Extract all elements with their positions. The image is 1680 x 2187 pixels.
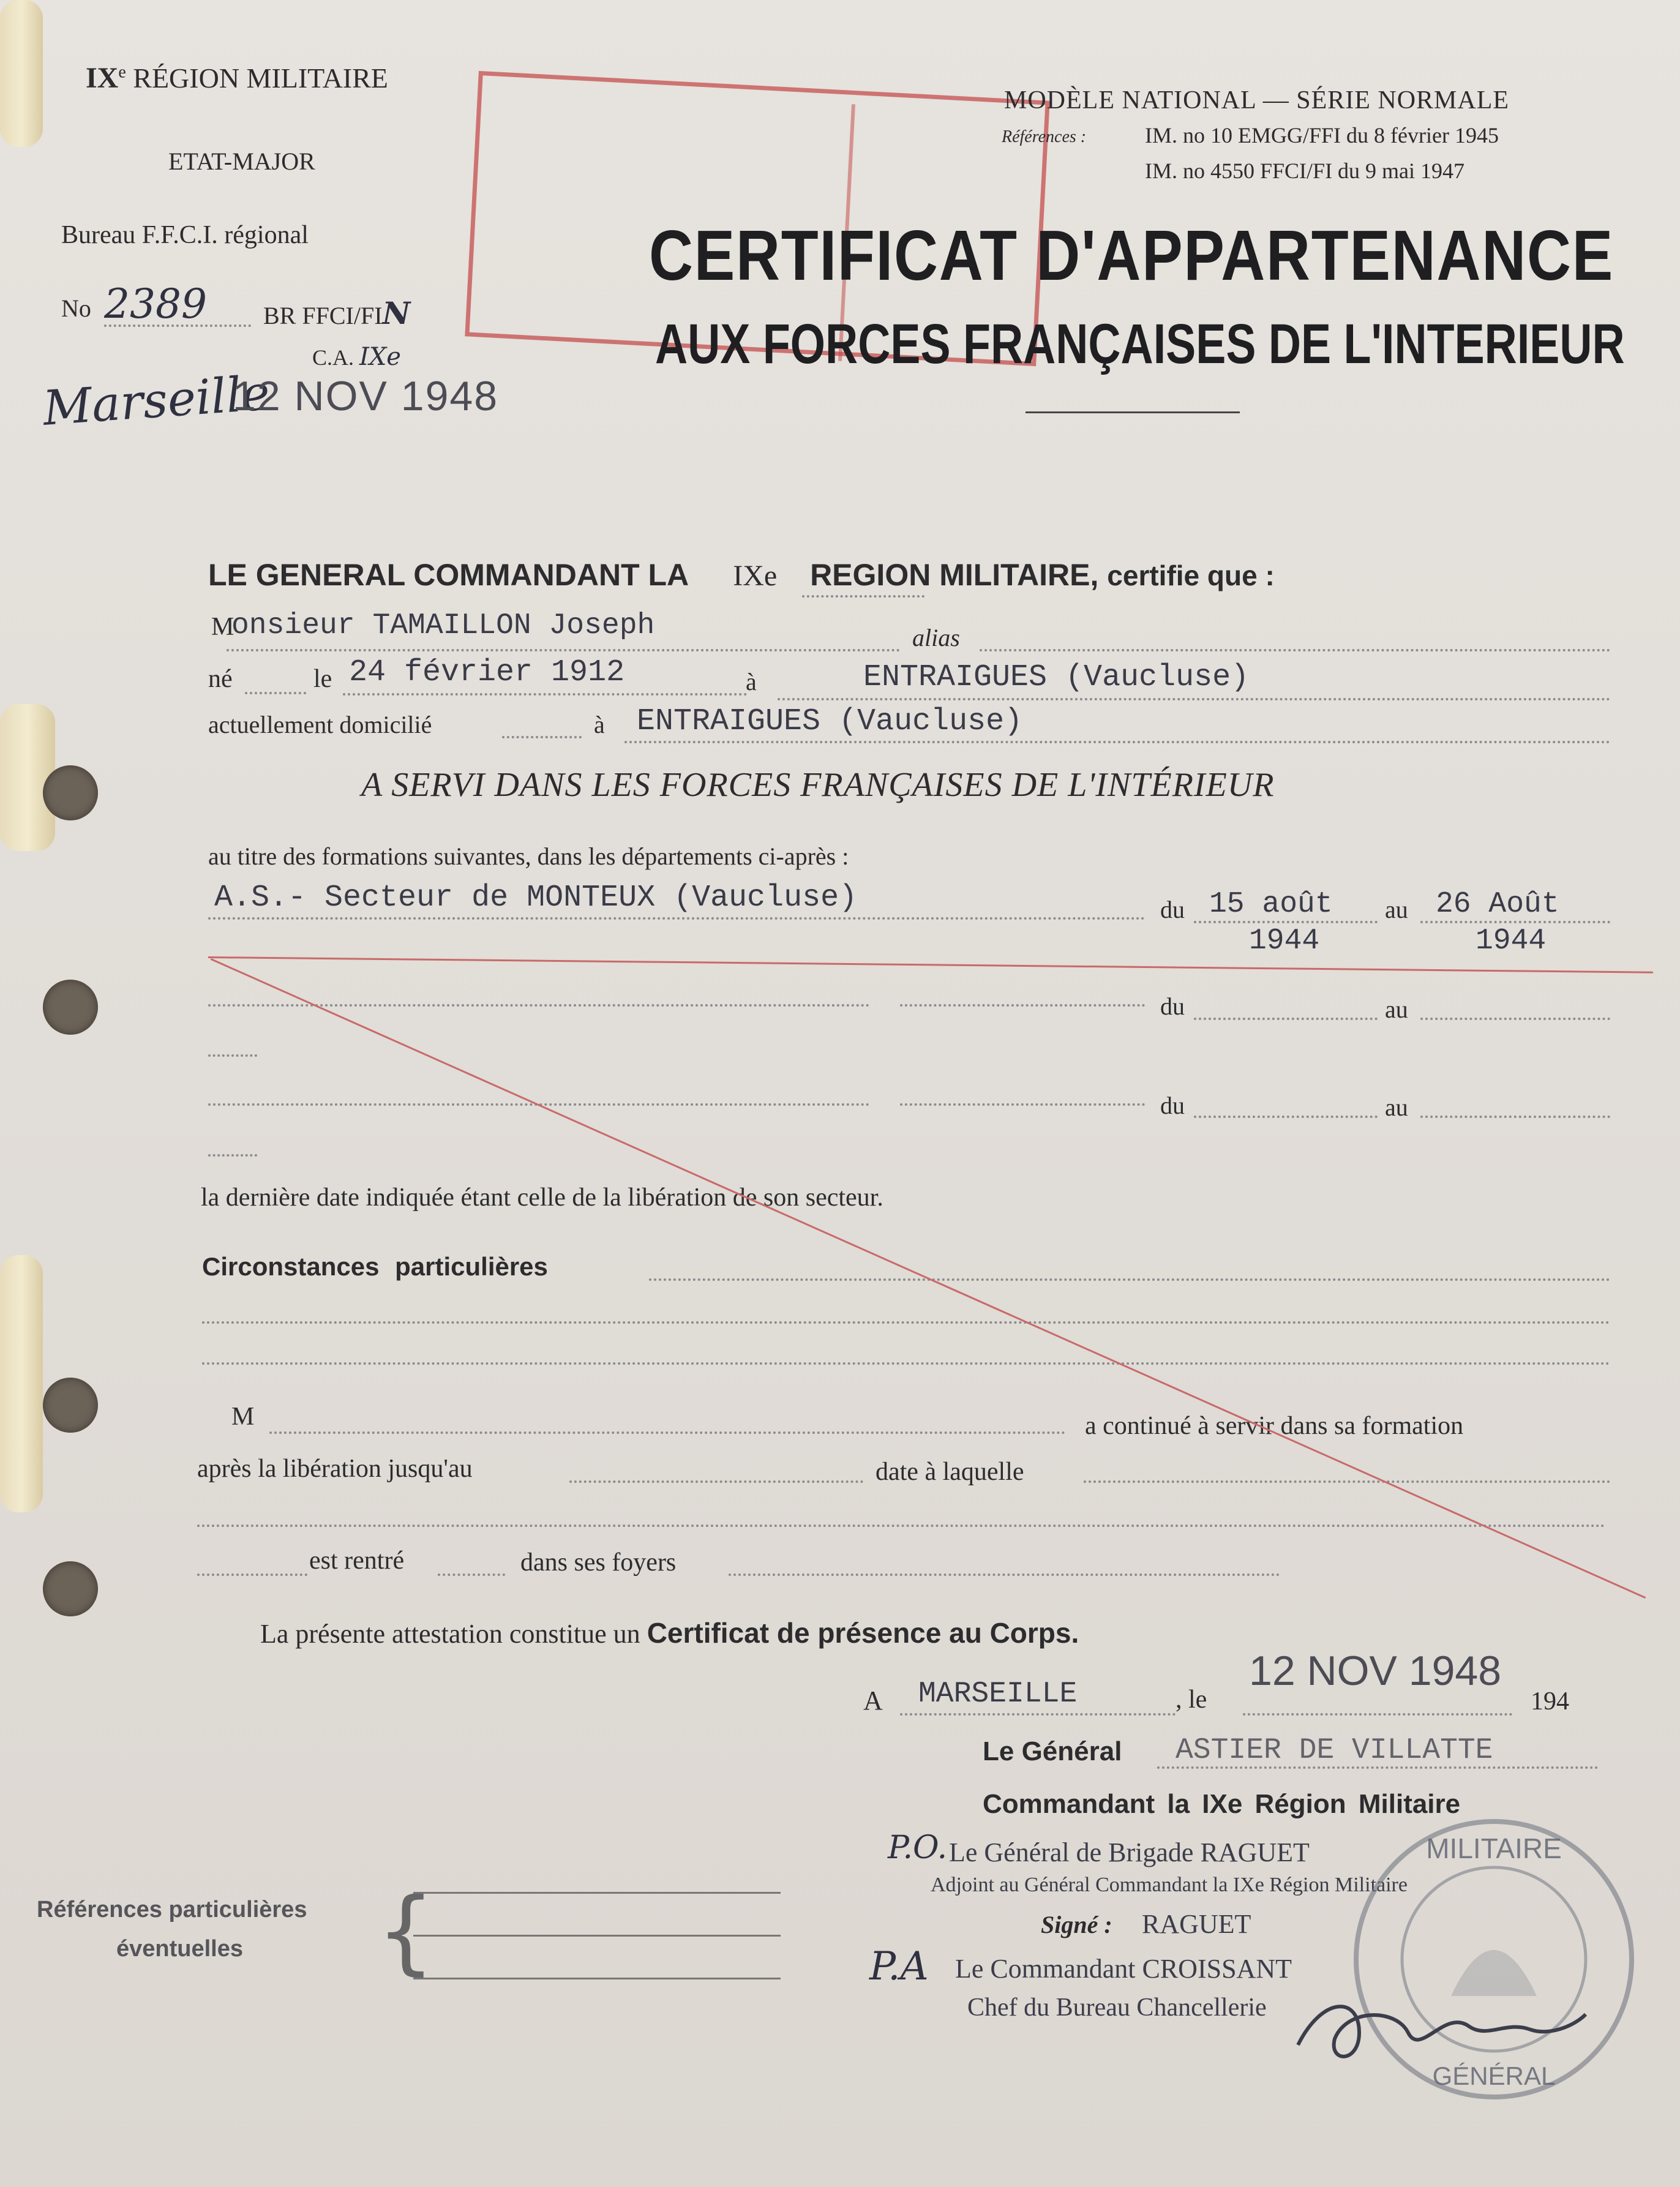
attestation-statement: La présente attestation constitue un Certificat de présence au Corps.: [260, 1617, 1079, 1649]
au-label-3: au: [1385, 1094, 1408, 1121]
place-handwritten: Marseille: [41, 366, 272, 437]
name-dots: [227, 649, 900, 651]
continue-dots-2: [197, 1525, 1605, 1527]
binder-hole-3: [43, 1378, 98, 1433]
birth-place: ENTRAIGUES (Vaucluse): [863, 660, 1250, 695]
number-label: No: [61, 294, 91, 322]
birth-date-dots: [343, 693, 747, 696]
general-name-dots: [1157, 1766, 1598, 1769]
formations-label: au titre des formations suivantes, dans les départements ci-après :: [208, 842, 849, 870]
ca-label: C.A. IXe: [312, 343, 401, 371]
from-year-1: 1944: [1249, 925, 1320, 958]
du-label-2: du: [1160, 992, 1185, 1020]
to-date-1-dots: [1420, 921, 1610, 923]
model-line: MODÈLE NATIONAL — SÉRIE NORMALE: [1004, 86, 1510, 114]
title-underline: [1026, 411, 1240, 413]
from-date-1-dots: [1194, 921, 1378, 923]
commandant-croissant: Le Commandant CROISSANT: [955, 1954, 1292, 1984]
sign-a-label: A: [863, 1686, 883, 1716]
served-statement: A SERVI DANS LES FORCES FRANÇAISES DE L'INTÉRIEUR: [361, 766, 1275, 804]
domicile-label: actuellement domicilié: [208, 711, 432, 738]
date-laquelle-label: date à laquelle: [876, 1458, 1024, 1486]
sign-place-dots: [900, 1713, 1176, 1716]
formation-2-dots: [208, 1004, 869, 1007]
alias-dots: [980, 649, 1610, 651]
reference-2: IM. no 4550 FFCI/FI du 9 mai 1947: [1145, 159, 1465, 183]
apres-label: après la libération jusqu'au: [197, 1455, 473, 1483]
formation-3b-dots: [900, 1103, 1145, 1106]
birth-place-dots: [778, 698, 1610, 700]
handwritten-signature: [1286, 1971, 1592, 2082]
general-region-dots: [802, 595, 924, 598]
formation-3c-dots: [208, 1154, 257, 1157]
number-dots: [104, 324, 251, 327]
rentre-lead-dots: [197, 1574, 307, 1576]
circonstances-label: Circonstances particulières: [202, 1252, 548, 1281]
references-brace: {: [377, 1878, 435, 1985]
est-rentre-label: est rentré: [309, 1547, 405, 1575]
binder-hole-1: [43, 765, 98, 820]
domicile-label-dots: [502, 736, 582, 738]
du-label-3: du: [1160, 1092, 1185, 1119]
commandant-region: Commandant la IXe Région Militaire: [983, 1789, 1461, 1819]
ne-label: né: [208, 665, 233, 693]
signe-label: Signé :: [1041, 1911, 1112, 1938]
signe-name: RAGUET: [1142, 1909, 1251, 1939]
general-statement: LE GENERAL COMMANDANT LA IXe REGION MILITAIRE, certifie que :: [208, 558, 1275, 592]
references-label: Références :: [1002, 127, 1087, 146]
references-line-2: [413, 1935, 781, 1937]
binder-hole-2: [43, 980, 98, 1035]
from-date-1: 15 août: [1209, 888, 1333, 921]
person-name: onsieur TAMAILLON Joseph: [231, 609, 655, 642]
red-cancel-line-horizontal: [208, 956, 1653, 973]
domicile-value: ENTRAIGUES (Vaucluse): [637, 704, 1023, 739]
formation-1-dots: [208, 917, 1145, 920]
to-year-1: 1944: [1476, 925, 1547, 958]
formation-1: A.S.- Secteur de MONTEUX (Vaucluse): [214, 880, 858, 915]
etat-major: ETAT-MAJOR: [168, 148, 315, 175]
ref-code: BR FFCI/FIN: [263, 295, 411, 331]
to-date-1: 26 Août: [1436, 888, 1559, 921]
alias-label: alias: [912, 624, 960, 651]
from-date-3-dots: [1194, 1116, 1378, 1118]
au-label-1: au: [1385, 896, 1408, 923]
po-mark-1: P.O.: [888, 1829, 948, 1866]
general-label: Le Général: [983, 1736, 1122, 1766]
reference-1: IM. no 10 EMGG/FFI du 8 février 1945: [1145, 123, 1499, 148]
sign-date-stamp: 12 NOV 1948: [1249, 1648, 1502, 1694]
formation-2b-dots: [900, 1004, 1145, 1007]
binder-ribbon-top: [0, 0, 43, 147]
sign-le-label: , le: [1176, 1686, 1207, 1714]
circonstances-dots-2: [202, 1321, 1610, 1324]
date-stamp-top: 12 NOV 1948: [233, 373, 499, 419]
bureau-label: Bureau F.F.C.I. régional: [61, 221, 309, 249]
references-label-1: Références particulières: [37, 1897, 307, 1923]
from-date-2-dots: [1194, 1018, 1378, 1020]
pa-mark-2: P.A: [869, 1944, 929, 1989]
circonstances-dots-1: [649, 1278, 1610, 1281]
number-value: 2389: [104, 280, 207, 328]
to-date-3-dots: [1420, 1116, 1610, 1118]
binder-hole-4: [43, 1561, 98, 1616]
brigade-general: Le Général de Brigade RAGUET: [949, 1837, 1310, 1867]
adjoint-line: Adjoint au Général Commandant la IXe Région Militaire: [931, 1874, 1408, 1896]
references-line-1: [413, 1892, 781, 1894]
ne-dots: [245, 692, 306, 694]
region-heading: IXe RÉGION MILITAIRE: [86, 62, 388, 94]
du-label-1: du: [1160, 896, 1185, 923]
birth-date: 24 février 1912: [349, 655, 625, 690]
references-line-3: [413, 1978, 781, 1979]
domicile-a-label: à: [594, 711, 605, 738]
formation-2c-dots: [208, 1054, 257, 1057]
domicile-dots: [624, 741, 1610, 743]
continue-label: a continué à servir dans sa formation: [1085, 1412, 1464, 1440]
to-date-2-dots: [1420, 1018, 1610, 1020]
general-name: ASTIER DE VILLATTE: [1176, 1734, 1493, 1767]
sign-year-prefix: 194: [1531, 1687, 1569, 1716]
binder-ribbon-bottom: [0, 1255, 43, 1512]
chef-bureau: Chef du Bureau Chancellerie: [967, 1994, 1267, 2022]
foyers-dots: [729, 1574, 1280, 1576]
m2-dots: [269, 1431, 1065, 1434]
apres-dots: [569, 1480, 863, 1483]
title-line-2: AUX FORCES FRANÇAISES DE L'INTERIEUR: [655, 313, 1625, 375]
au-label-2: au: [1385, 996, 1408, 1023]
sign-place: MARSEILLE: [918, 1678, 1078, 1711]
derniere-date-note: la dernière date indiquée étant celle de la libération de son secteur.: [201, 1184, 883, 1212]
m2-label: M: [231, 1403, 255, 1431]
rentre-dots: [438, 1574, 505, 1576]
date-laquelle-dots: [1084, 1480, 1610, 1483]
foyers-label: dans ses foyers: [520, 1548, 677, 1577]
circonstances-dots-3: [202, 1362, 1610, 1365]
seal-bottom-text: GÉNÉRAL: [1432, 2061, 1556, 2090]
le-label: le: [313, 665, 332, 693]
birth-a-label: à: [746, 668, 757, 696]
seal-top-text: MILITAIRE: [1426, 1833, 1562, 1864]
references-label-2: éventuelles: [116, 1936, 243, 1962]
m-label: M: [211, 613, 234, 641]
title-line-1: CERTIFICAT D'APPARTENANCE: [649, 216, 1614, 295]
sign-date-dots: [1243, 1713, 1512, 1716]
